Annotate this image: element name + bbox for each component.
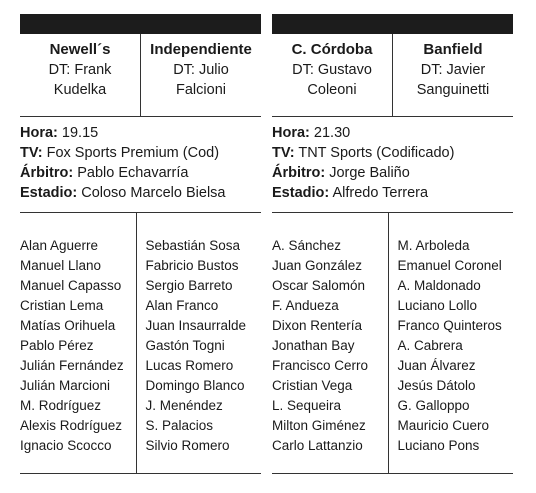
stadium xyxy=(20,183,261,203)
lineups xyxy=(20,213,261,474)
referee-label: Árbitro: xyxy=(20,165,74,181)
player-name: Alexis Rodríguez xyxy=(20,418,123,433)
stadium xyxy=(272,183,513,203)
tv-value: Fox Sports Premium (Cod) xyxy=(46,145,220,161)
player-name: Milton Giménez xyxy=(272,418,366,433)
teams-row xyxy=(20,34,261,117)
player-name: Lucas Romero xyxy=(145,358,234,373)
player-name: Dixon Rentería xyxy=(272,318,363,333)
home-lineup xyxy=(20,213,137,474)
player-name: A. Sánchez xyxy=(272,238,342,253)
player-name: Mauricio Cuero xyxy=(397,418,490,433)
player-name: Sebastián Sosa xyxy=(145,238,241,253)
bottom-rule xyxy=(272,473,513,474)
player-name: Fabricio Bustos xyxy=(145,258,239,273)
player-name: J. Menéndez xyxy=(145,398,223,413)
player-name: Sergio Barreto xyxy=(145,278,233,293)
match-info xyxy=(272,117,513,213)
player-name: Gastón Togni xyxy=(145,338,225,353)
player-name: Juan González xyxy=(272,258,363,273)
home-team-name: C. Córdoba xyxy=(291,41,373,58)
referee-label: Árbitro: xyxy=(272,165,326,181)
away-team-name: Independiente xyxy=(150,41,252,58)
stadium-label: Estadio: xyxy=(272,185,330,201)
referee xyxy=(272,163,513,183)
away-team-coach: DT: Julio Falcioni xyxy=(173,62,229,98)
player-name: Alan Franco xyxy=(145,298,219,313)
player-name: Silvio Romero xyxy=(145,438,230,453)
player-name: Jesús Dátolo xyxy=(397,378,476,393)
tv-channel xyxy=(272,143,513,163)
kickoff-label: Hora: xyxy=(20,125,58,141)
player-name: Matías Orihuela xyxy=(20,318,116,333)
lineups xyxy=(272,213,513,474)
player-name: Francisco Cerro xyxy=(272,358,369,373)
player-name: Pablo Pérez xyxy=(20,338,94,353)
player-name: Julián Marcioni xyxy=(20,378,111,393)
player-name: Emanuel Coronel xyxy=(397,258,502,273)
stadium-label: Estadio: xyxy=(20,185,78,201)
match-card-newells-independiente xyxy=(20,14,261,474)
match-header-bar xyxy=(272,14,513,34)
tv-label: TV: xyxy=(272,145,295,161)
referee-value: Jorge Baliño xyxy=(329,165,410,181)
home-team xyxy=(20,34,141,116)
stadium-value: Coloso Marcelo Bielsa xyxy=(81,185,226,201)
player-name: Ignacio Scocco xyxy=(20,438,112,453)
player-name: Juan Insaurralde xyxy=(145,318,247,333)
tv-label: TV: xyxy=(20,145,43,161)
kickoff-time xyxy=(20,123,261,143)
home-team-coach: DT: Gustavo Coleoni xyxy=(292,62,372,98)
kickoff-time xyxy=(272,123,513,143)
player-name: Alan Aguerre xyxy=(20,238,99,253)
away-team-coach: DT: Javier Sanguinetti xyxy=(416,62,490,98)
bottom-rule xyxy=(20,473,261,474)
match-card-cordoba-banfield xyxy=(272,14,513,474)
player-name: Cristian Vega xyxy=(272,378,353,393)
player-name: F. Andueza xyxy=(272,298,339,313)
kickoff-value: 21.30 xyxy=(313,125,351,141)
kickoff-label: Hora: xyxy=(272,125,310,141)
player-name: Juan Álvarez xyxy=(397,358,476,373)
player-name: L. Sequeira xyxy=(272,398,342,413)
player-name: A. Maldonado xyxy=(397,278,481,293)
referee xyxy=(20,163,261,183)
player-name: Luciano Pons xyxy=(397,438,480,453)
player-name: Franco Quinteros xyxy=(397,318,502,333)
player-name: A. Cabrera xyxy=(397,338,463,353)
home-team-name: Newell´s xyxy=(49,41,111,58)
match-header-bar xyxy=(20,14,261,34)
player-name: Manuel Llano xyxy=(20,258,102,273)
player-name: Manuel Capasso xyxy=(20,278,122,293)
away-lineup xyxy=(137,213,262,474)
home-team xyxy=(272,34,393,116)
match-info xyxy=(20,117,261,213)
away-team-name: Banfield xyxy=(423,41,483,58)
referee-value: Pablo Echavarría xyxy=(77,165,189,181)
player-name: Jonathan Bay xyxy=(272,338,355,353)
home-team-coach: DT: Frank Kudelka xyxy=(48,62,112,98)
player-name: Domingo Blanco xyxy=(145,378,245,393)
away-team xyxy=(393,34,513,116)
player-name: Carlo Lattanzio xyxy=(272,438,363,453)
away-lineup xyxy=(389,213,514,474)
player-name: Oscar Salomón xyxy=(272,278,366,293)
player-name: Luciano Lollo xyxy=(397,298,478,313)
home-lineup xyxy=(272,213,389,474)
player-name: Cristian Lema xyxy=(20,298,104,313)
teams-row xyxy=(272,34,513,117)
stadium-value: Alfredo Terrera xyxy=(332,185,429,201)
player-name: G. Galloppo xyxy=(397,398,470,413)
away-team xyxy=(141,34,261,116)
player-name: Julián Fernández xyxy=(20,358,124,373)
tv-channel xyxy=(20,143,261,163)
player-name: M. Arboleda xyxy=(397,238,470,253)
player-name: S. Palacios xyxy=(145,418,214,433)
kickoff-value: 19.15 xyxy=(61,125,99,141)
player-name: M. Rodríguez xyxy=(20,398,102,413)
tv-value: TNT Sports (Codificado) xyxy=(298,145,455,161)
